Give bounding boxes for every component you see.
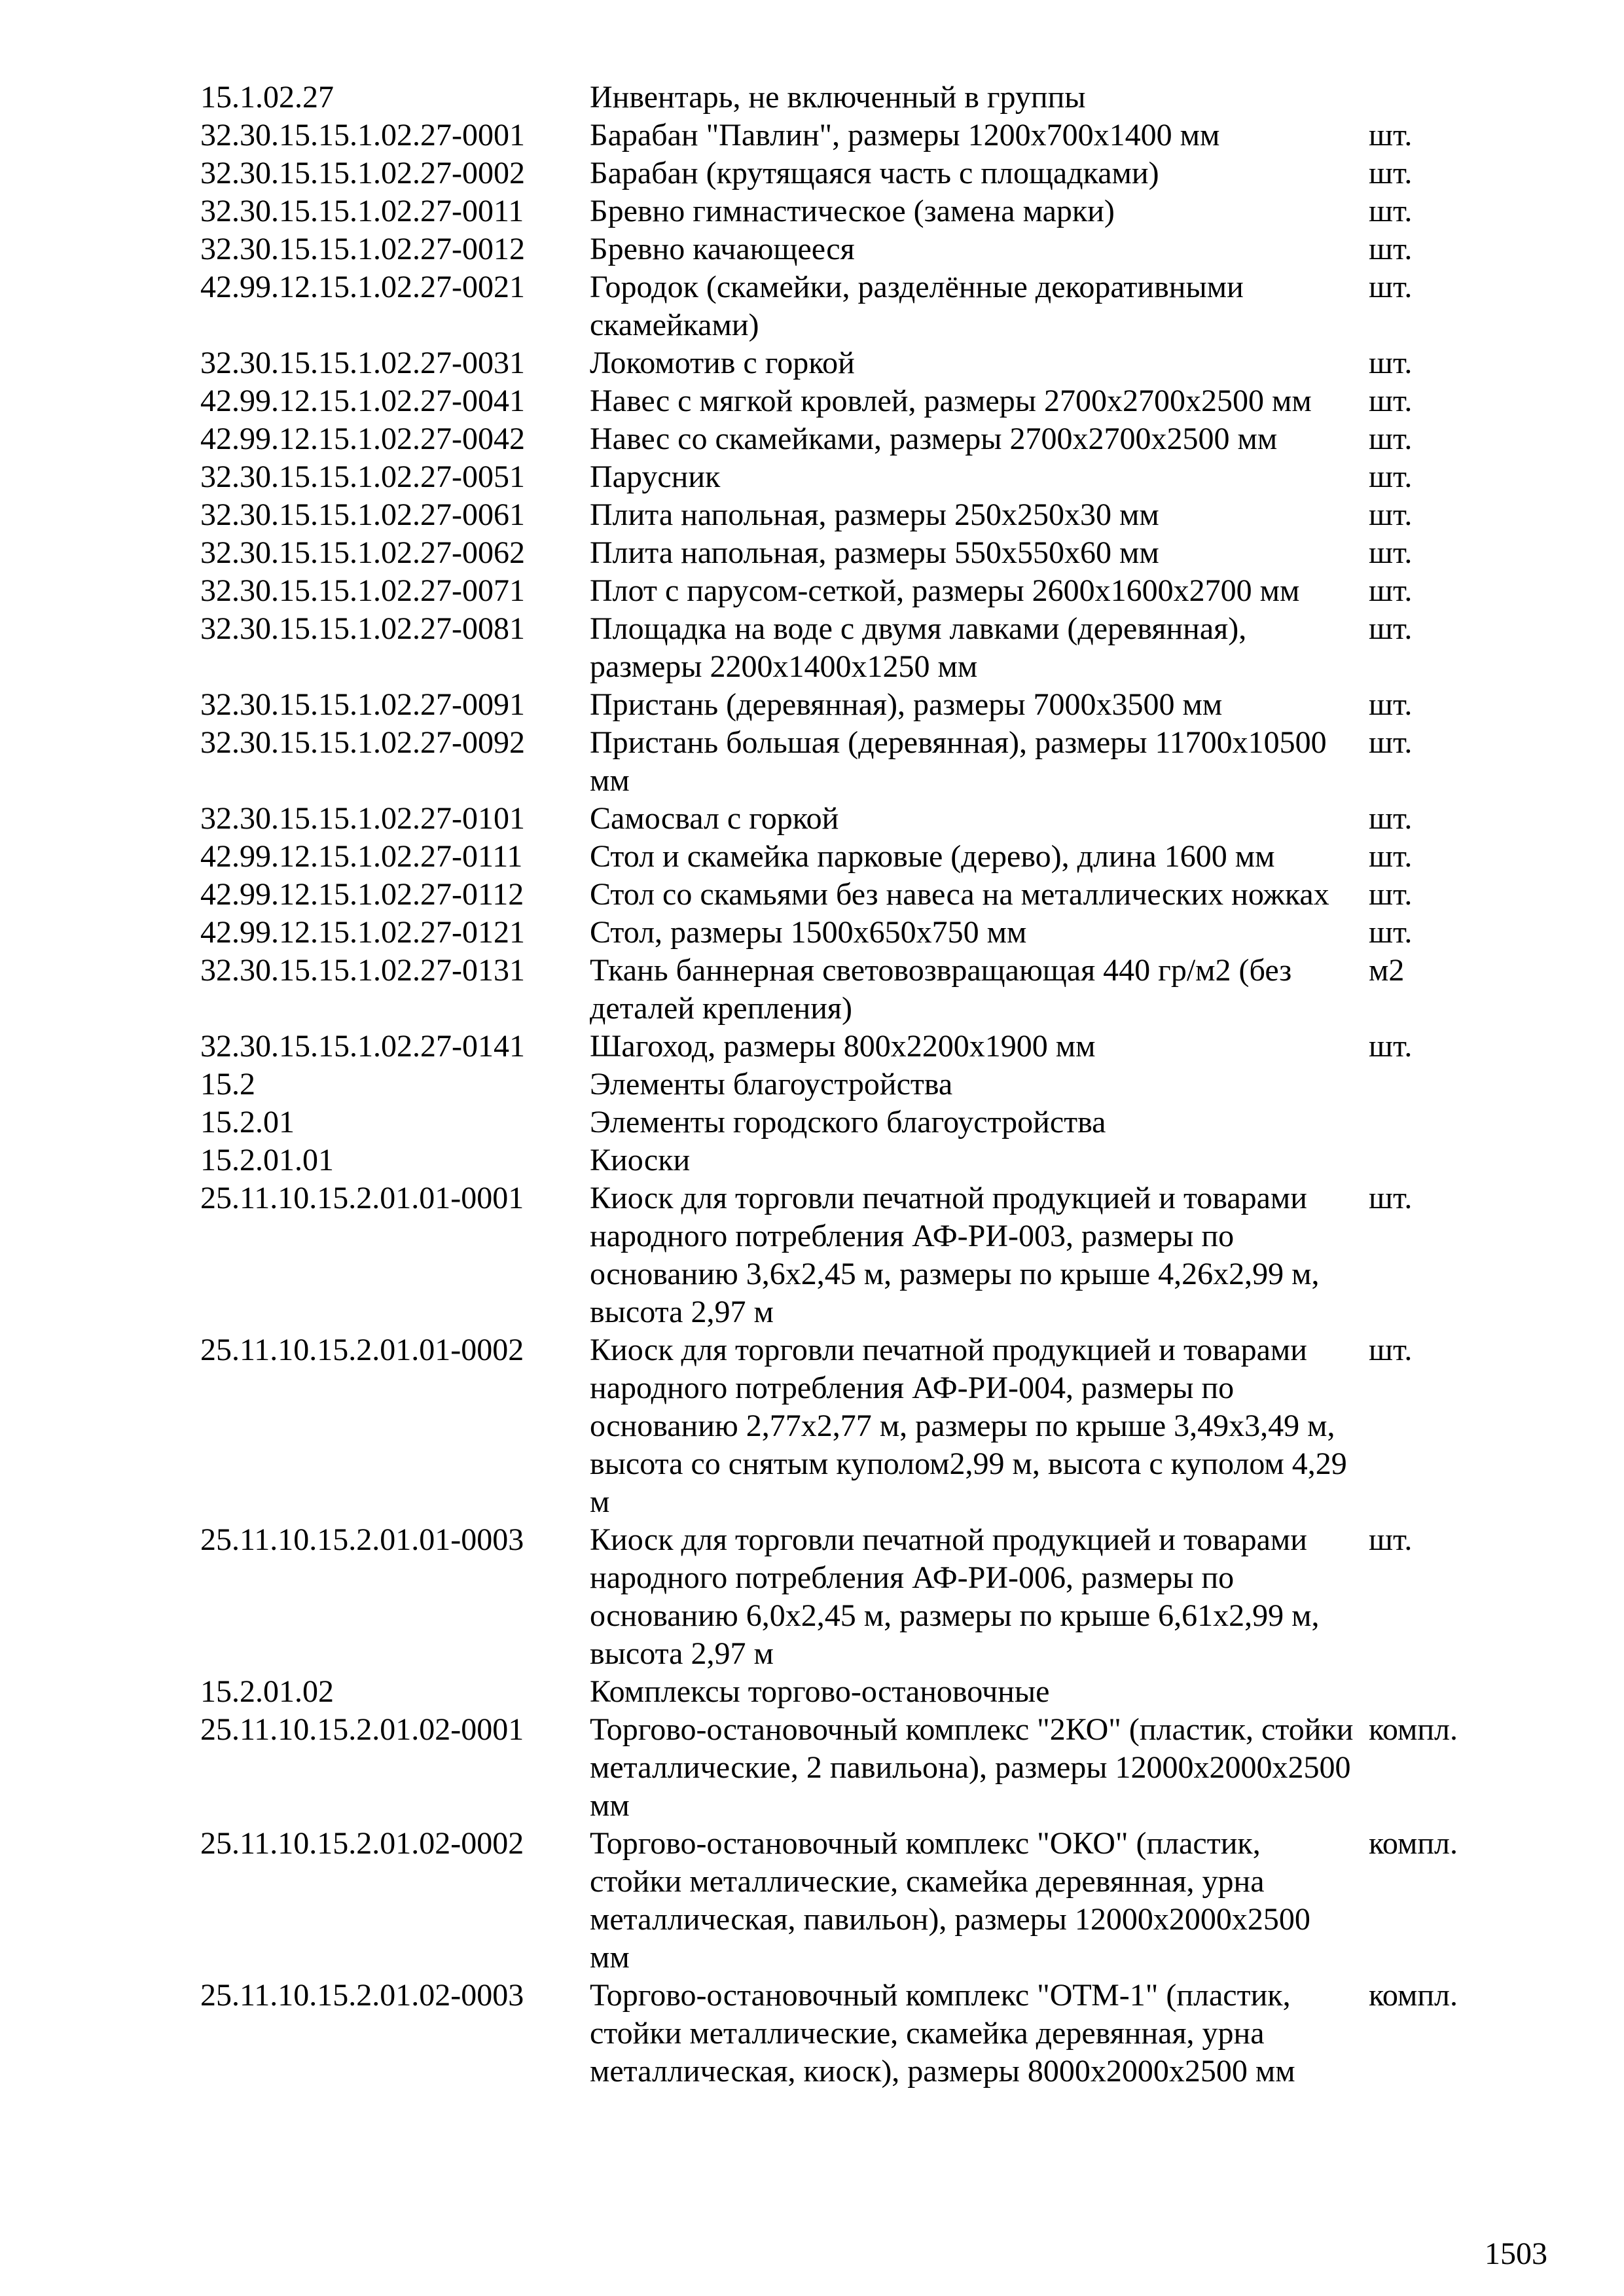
resource-code: 42.99.12.15.1.02.27-0111 [200, 839, 523, 874]
resource-name: Плита напольная, размеры 250х250х30 мм [590, 497, 1159, 532]
resource-code: 32.30.15.15.1.02.27-0062 [200, 535, 525, 570]
unit-of-measure: шт. [1369, 1522, 1413, 1557]
unit-of-measure: компл. [1369, 1826, 1458, 1861]
resource-code: 32.30.15.15.1.02.27-0131 [200, 953, 525, 988]
resource-name: Элементы городского благоустройства [590, 1105, 1106, 1139]
table-row [200, 838, 1509, 876]
table-row [200, 1521, 1509, 1673]
resource-name: Киоск для торговли печатной продукцией и товарами народного потребления АФ-РИ-006, размеры по основанию 6,0х2,45 м, размеры по крыше 6,61х2,99 м, высота 2,97 м [590, 1522, 1320, 1671]
resource-name: Барабан (крутящаяся часть с площадками) [590, 156, 1159, 190]
unit-of-measure: шт. [1369, 839, 1413, 874]
table-row [200, 1331, 1509, 1521]
resource-code: 25.11.10.15.2.01.02-0002 [200, 1826, 524, 1861]
resource-name: Торгово-остановочный комплекс "2КО" (пластик, стойки металлические, 2 павильона), размеры 12000х2000х2500 мм [590, 1712, 1354, 1823]
catalog-table [200, 79, 1509, 2090]
resource-code: 32.30.15.15.1.02.27-0011 [200, 194, 524, 228]
unit-of-measure: шт. [1369, 915, 1413, 950]
resource-name: Самосвал с горкой [590, 801, 839, 836]
resource-code: 15.2.01.02 [200, 1674, 334, 1709]
unit-of-measure: шт. [1369, 270, 1413, 304]
resource-code: 42.99.12.15.1.02.27-0121 [200, 915, 525, 950]
resource-code: 42.99.12.15.1.02.27-0041 [200, 384, 525, 418]
resource-name: Бревно гимнастическое (замена марки) [590, 194, 1115, 228]
resource-name: Плита напольная, размеры 550х550х60 мм [590, 535, 1159, 570]
table-row [200, 686, 1509, 724]
unit-of-measure: шт. [1369, 687, 1413, 722]
resource-code: 32.30.15.15.1.02.27-0092 [200, 725, 525, 760]
table-row [200, 1711, 1509, 1825]
resource-code: 32.30.15.15.1.02.27-0002 [200, 156, 525, 190]
table-row [200, 496, 1509, 534]
resource-code: 25.11.10.15.2.01.02-0003 [200, 1978, 524, 2013]
table-row [200, 572, 1509, 610]
unit-of-measure [1369, 1066, 1500, 1103]
resource-code: 25.11.10.15.2.01.01-0003 [200, 1522, 524, 1557]
resource-name: Элементы благоустройства [590, 1067, 953, 1102]
table-row [200, 1673, 1509, 1711]
resource-name: Торгово-остановочный комплекс "ОТМ-1" (пластик, стойки металлические, скамейка деревянная, урна металлическая, киоск), размеры 8000х2000х2500 мм [590, 1978, 1295, 2089]
resource-name: Барабан "Павлин", размеры 1200х700х1400 мм [590, 118, 1220, 152]
resource-code: 42.99.12.15.1.02.27-0112 [200, 877, 524, 912]
resource-code: 15.1.02.27 [200, 80, 334, 115]
resource-name: Стол и скамейка парковые (дерево), длина 1600 мм [590, 839, 1275, 874]
resource-name: Бревно качающееся [590, 232, 855, 266]
resource-code: 32.30.15.15.1.02.27-0081 [200, 611, 525, 646]
table-row [200, 1977, 1509, 2090]
resource-code: 32.30.15.15.1.02.27-0101 [200, 801, 525, 836]
resource-name: Плот с парусом-сеткой, размеры 2600х1600х2700 мм [590, 573, 1300, 608]
unit-of-measure: шт. [1369, 384, 1413, 418]
resource-code: 32.30.15.15.1.02.27-0091 [200, 687, 525, 722]
resource-code: 15.2.01.01 [200, 1143, 334, 1177]
unit-of-measure: шт. [1369, 535, 1413, 570]
table-row [200, 610, 1509, 686]
table-row [200, 154, 1509, 192]
resource-name: Торгово-остановочный комплекс "ОКО" (пластик, стойки металлические, скамейка деревянная, урна металлическая, павильон), размеры 12000х2000х2500 мм [590, 1826, 1310, 1975]
table-row [200, 230, 1509, 268]
table-row [200, 344, 1509, 382]
resource-name: Городок (скамейки, разделённые декоративными скамейками) [590, 270, 1244, 342]
resource-code: 32.30.15.15.1.02.27-0012 [200, 232, 525, 266]
table-row [200, 1825, 1509, 1977]
resource-code: 25.11.10.15.2.01.01-0001 [200, 1181, 524, 1215]
unit-of-measure: шт. [1369, 232, 1413, 266]
resource-name: Локомотив с горкой [590, 346, 855, 380]
table-row [200, 800, 1509, 838]
unit-of-measure: шт. [1369, 725, 1413, 760]
resource-name: Ткань баннерная световозвращающая 440 гр/м2 (без деталей крепления) [590, 953, 1292, 1026]
resource-name: Навес с мягкой кровлей, размеры 2700х2700х2500 мм [590, 384, 1312, 418]
resource-code: 25.11.10.15.2.01.01-0002 [200, 1333, 524, 1367]
table-row [200, 1141, 1509, 1179]
table-row [200, 420, 1509, 458]
resource-name: Киоск для торговли печатной продукцией и товарами народного потребления АФ-РИ-004, размеры по основанию 2,77х2,77 м, размеры по крыше 3,49х3,49 м, высота со снятым куполом2,99 м, высота с куполом 4,29 м [590, 1333, 1347, 1519]
resource-code: 32.30.15.15.1.02.27-0031 [200, 346, 525, 380]
table-row [200, 117, 1509, 154]
table-row [200, 1103, 1509, 1141]
table-row [200, 876, 1509, 914]
resource-code: 25.11.10.15.2.01.02-0001 [200, 1712, 524, 1747]
resource-code: 32.30.15.15.1.02.27-0051 [200, 459, 525, 494]
resource-name: Стол со скамьями без навеса на металлических ножках [590, 877, 1329, 912]
table-row [200, 458, 1509, 496]
unit-of-measure: шт. [1369, 118, 1413, 152]
resource-code: 42.99.12.15.1.02.27-0021 [200, 270, 525, 304]
resource-code: 15.2 [200, 1067, 255, 1102]
resource-code: 32.30.15.15.1.02.27-0141 [200, 1029, 525, 1064]
table-row [200, 1066, 1509, 1103]
table-row [200, 952, 1509, 1028]
unit-of-measure: шт. [1369, 346, 1413, 380]
resource-code: 32.30.15.15.1.02.27-0001 [200, 118, 525, 152]
resource-name: Парусник [590, 459, 721, 494]
resource-name: Навес со скамейками, размеры 2700х2700х2500 мм [590, 422, 1278, 456]
resource-name: Комплексы торгово-остановочные [590, 1674, 1050, 1709]
table-row [200, 1028, 1509, 1066]
resource-name: Шагоход, размеры 800х2200х1900 мм [590, 1029, 1096, 1064]
unit-of-measure: шт. [1369, 1333, 1413, 1367]
resource-name: Киоск для торговли печатной продукцией и товарами народного потребления АФ-РИ-003, размеры по основанию 3,6х2,45 м, размеры по крыше 4,26х2,99 м, высота 2,97 м [590, 1181, 1320, 1329]
unit-of-measure [1369, 1673, 1500, 1711]
unit-of-measure [1369, 1141, 1500, 1179]
resource-name: Инвентарь, не включенный в группы [590, 80, 1086, 115]
resource-name: Стол, размеры 1500х650х750 мм [590, 915, 1027, 950]
unit-of-measure: шт. [1369, 459, 1413, 494]
resource-code: 42.99.12.15.1.02.27-0042 [200, 422, 525, 456]
table-row [200, 534, 1509, 572]
table-row [200, 268, 1509, 344]
unit-of-measure: шт. [1369, 1029, 1413, 1064]
resource-name: Киоски [590, 1143, 691, 1177]
table-row [200, 914, 1509, 952]
unit-of-measure: м2 [1369, 953, 1405, 988]
resource-code: 15.2.01 [200, 1105, 295, 1139]
table-row [200, 382, 1509, 420]
unit-of-measure: шт. [1369, 573, 1413, 608]
table-row [200, 1179, 1509, 1331]
unit-of-measure: шт. [1369, 422, 1413, 456]
unit-of-measure: шт. [1369, 156, 1413, 190]
page-number: 1503 [1485, 2236, 1547, 2271]
table-row [200, 192, 1509, 230]
resource-name: Пристань большая (деревянная), размеры 11700х10500 мм [590, 725, 1327, 798]
unit-of-measure: шт. [1369, 497, 1413, 532]
table-row [200, 79, 1509, 117]
resource-name: Площадка на воде с двумя лавками (деревянная), размеры 2200х1400х1250 мм [590, 611, 1247, 684]
unit-of-measure: шт. [1369, 801, 1413, 836]
unit-of-measure: шт. [1369, 194, 1413, 228]
unit-of-measure: шт. [1369, 1181, 1413, 1215]
unit-of-measure: шт. [1369, 611, 1413, 646]
resource-code: 32.30.15.15.1.02.27-0071 [200, 573, 525, 608]
resource-name: Пристань (деревянная), размеры 7000х3500 мм [590, 687, 1223, 722]
unit-of-measure [1369, 1103, 1500, 1141]
unit-of-measure [1369, 79, 1500, 117]
unit-of-measure: компл. [1369, 1978, 1458, 2013]
unit-of-measure: шт. [1369, 877, 1413, 912]
resource-code: 32.30.15.15.1.02.27-0061 [200, 497, 525, 532]
unit-of-measure: компл. [1369, 1712, 1458, 1747]
table-row [200, 724, 1509, 800]
